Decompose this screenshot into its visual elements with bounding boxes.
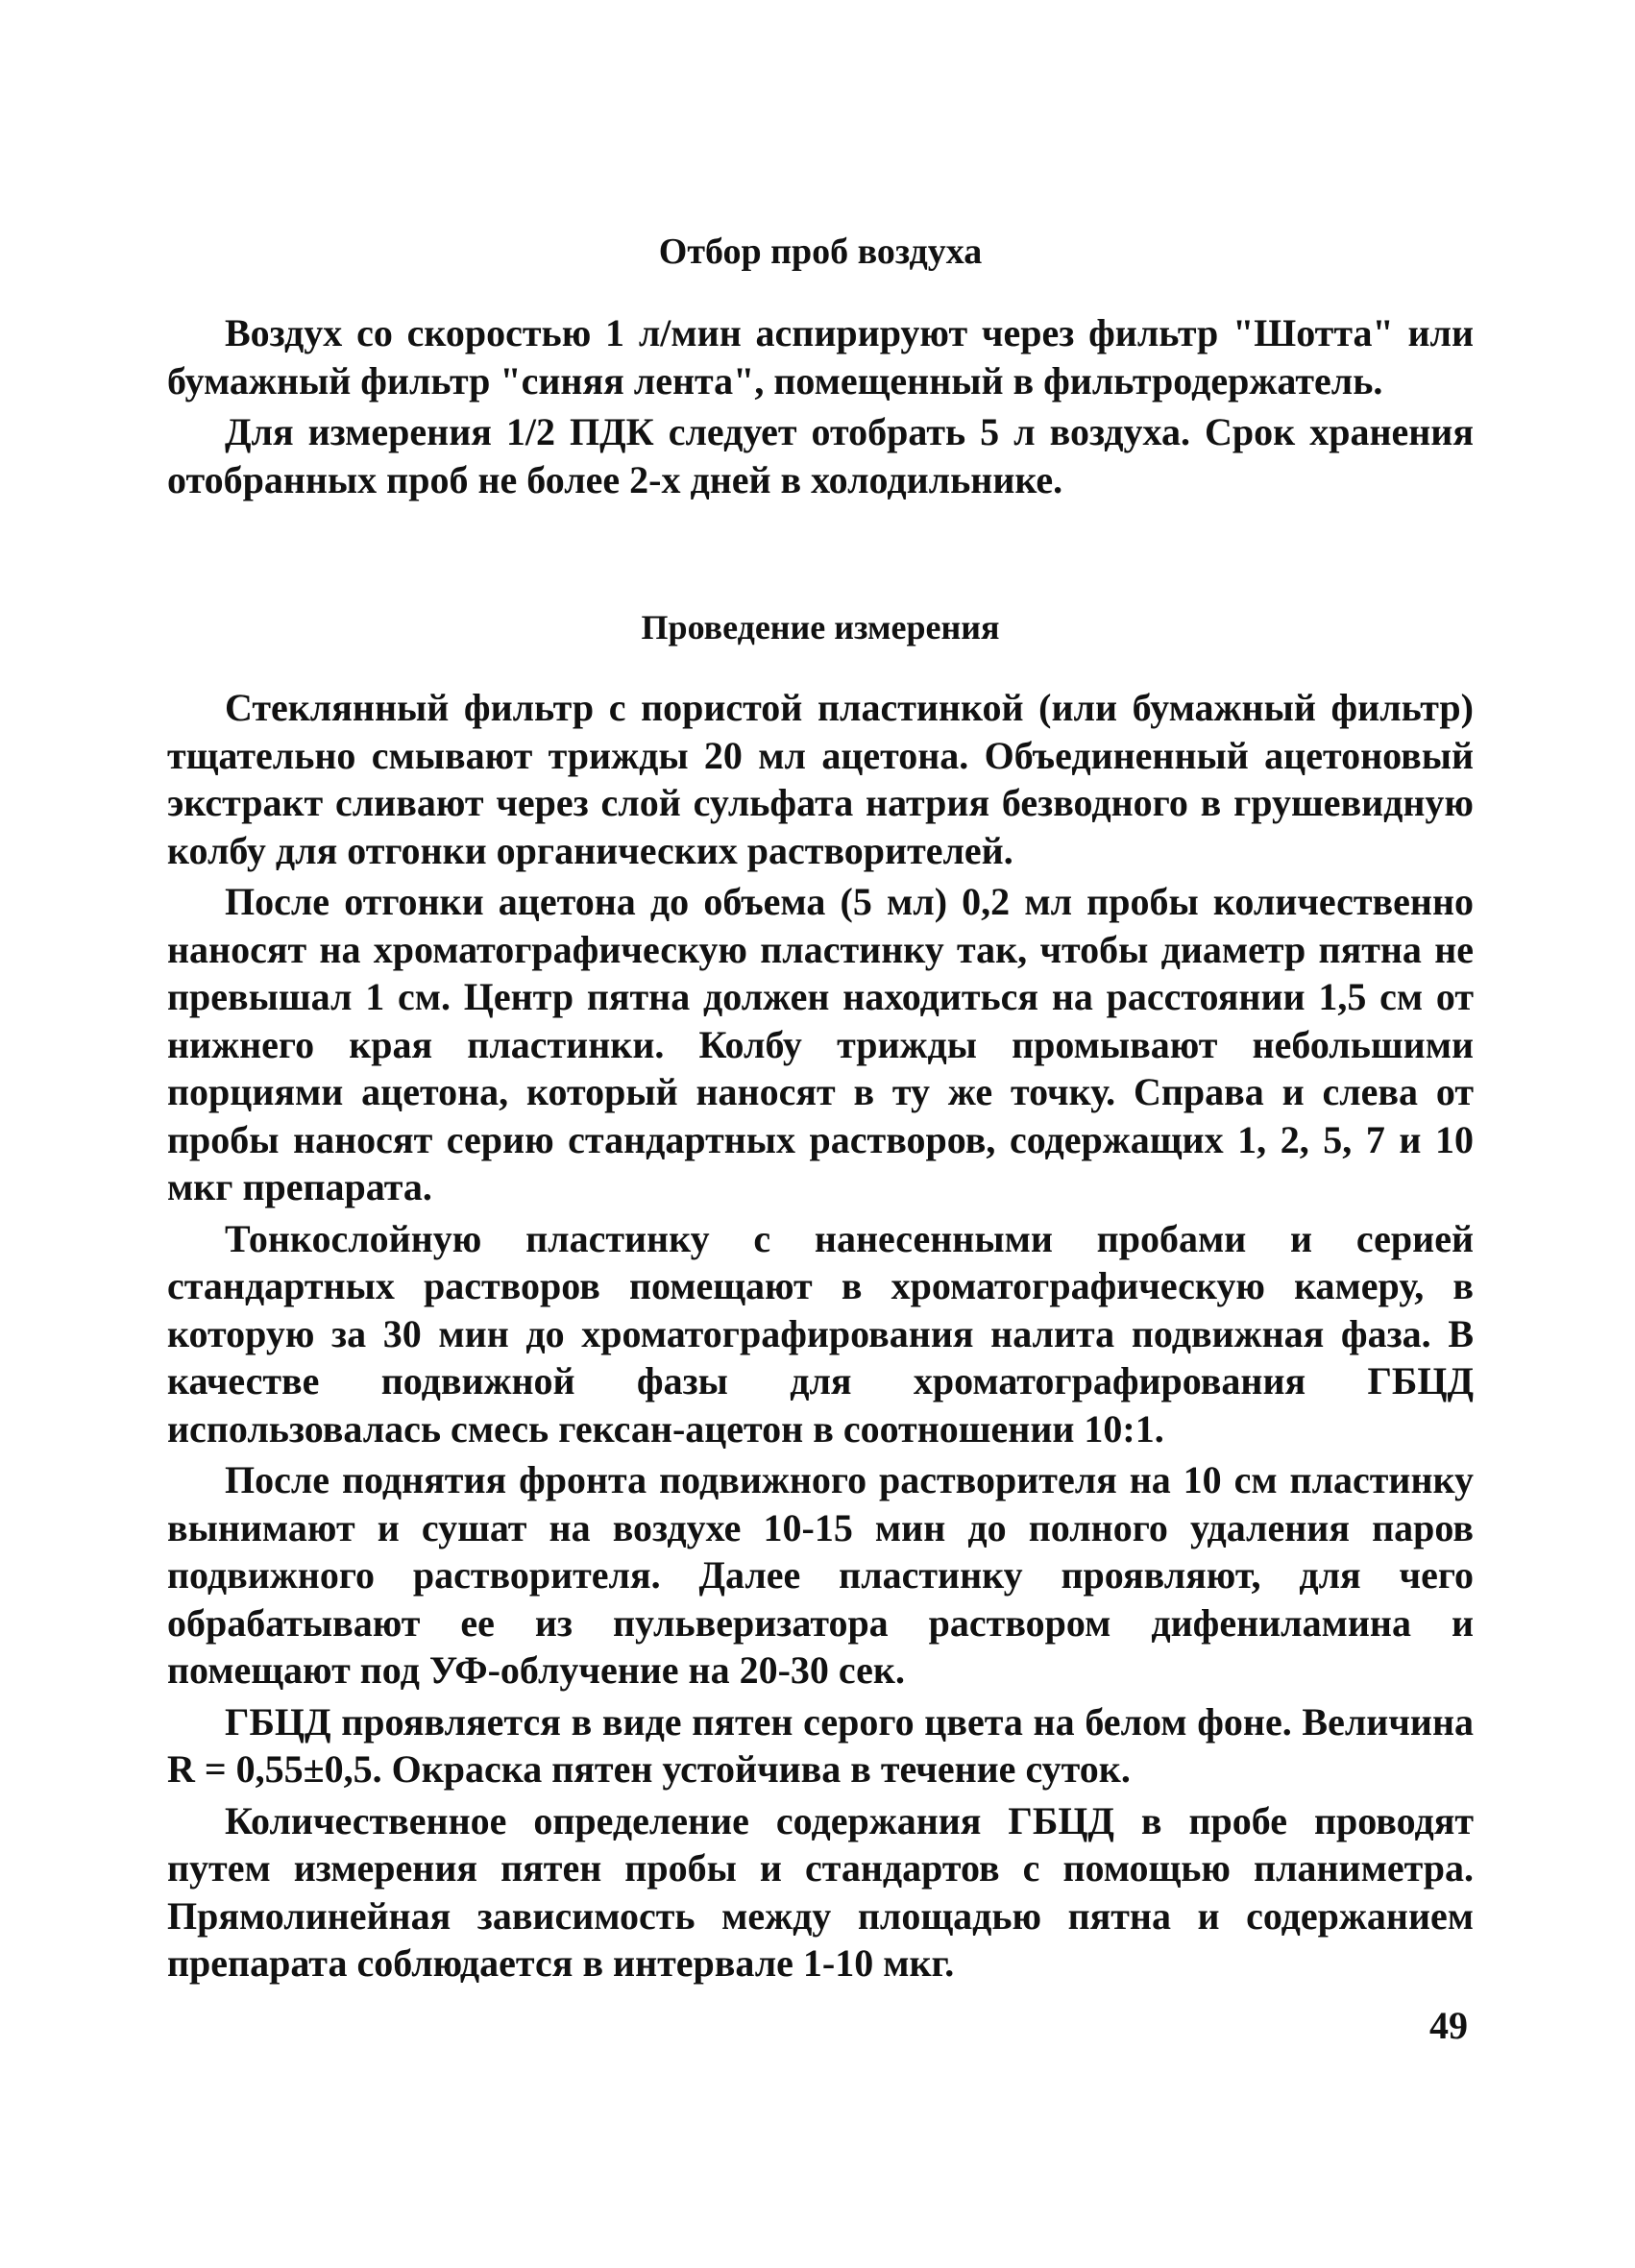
- section-heading-measurement: Проведение измерения: [641, 608, 1000, 646]
- paragraph: Для измерения 1/2 ПДК следует отобрать 5 л воздуха. Срок хранения отобранных проб не более 2-х дней в холодильнике.: [167, 410, 1474, 501]
- paragraph: Количественное определение содержания ГБЦД в пробе проводят путем измерения пятен пробы и стандартов с помощью планиметра. Прямолинейная зависимость между площадью пятна и содержанием препарата соблюдается в интервале 1-10 мкг.: [167, 1798, 1474, 1985]
- paragraph: Воздух со скоростью 1 л/мин аспирируют через фильтр "Шотта" или бумажный фильтр "синяя лента", помещенный в фильтродержатель.: [167, 311, 1474, 402]
- paragraph: Тонкослойную пластинку с нанесенными пробами и серией стандартных растворов помещают в хроматографическую камеру, в которую за 30 мин до хроматографирования налита подвижная фаза. В качестве подвижной фазы для хроматографирования ГБЦД использовалась смесь гексан-ацетон в соотношении 10:1.: [167, 1216, 1474, 1451]
- section-air-sampling: [167, 309, 1474, 507]
- paragraph: После поднятия фронта подвижного растворителя на 10 см пластинку вынимают и сушат на воздухе 10-15 мин до полного удаления паров подвижного растворителя. Далее пластинку проявляют, для чего обрабатывают ее из пульверизатора раствором дифениламина и помещают под УФ-облучение на 20-30 сек.: [167, 1458, 1474, 1692]
- section-measurement: [167, 684, 1474, 1991]
- page-number: 49: [1429, 2004, 1468, 2047]
- paragraph: Стеклянный фильтр с пористой пластинкой (или бумажный фильтр) тщательно смывают трижды 20 мл ацетона. Объединенный ацетоновый экстракт сливают через слой сульфата натрия безводного в грушевидную колбу для отгонки органических растворителей.: [167, 686, 1474, 872]
- paragraph: ГБЦД проявляется в виде пятен серого цвета на белом фоне. Величина R = 0,55±0,5. Окраска пятен устойчива в течение суток.: [167, 1699, 1474, 1791]
- paragraph: После отгонки ацетона до объема (5 мл) 0,2 мл пробы количественно наносят на хроматографическую пластинку так, чтобы диаметр пятна не превышал 1 см. Центр пятна должен находиться на расстоянии 1,5 см от нижнего края пластинки. Колбу трижды промывают небольшими порциями ацетона, который наносят в ту же точку. Справа и слева от пробы наносят серию стандартных растворов, содержащих 1, 2, 5, 7 и 10 мкг препарата.: [167, 880, 1474, 1208]
- section-heading-air-sampling: Отбор проб воздуха: [658, 232, 983, 272]
